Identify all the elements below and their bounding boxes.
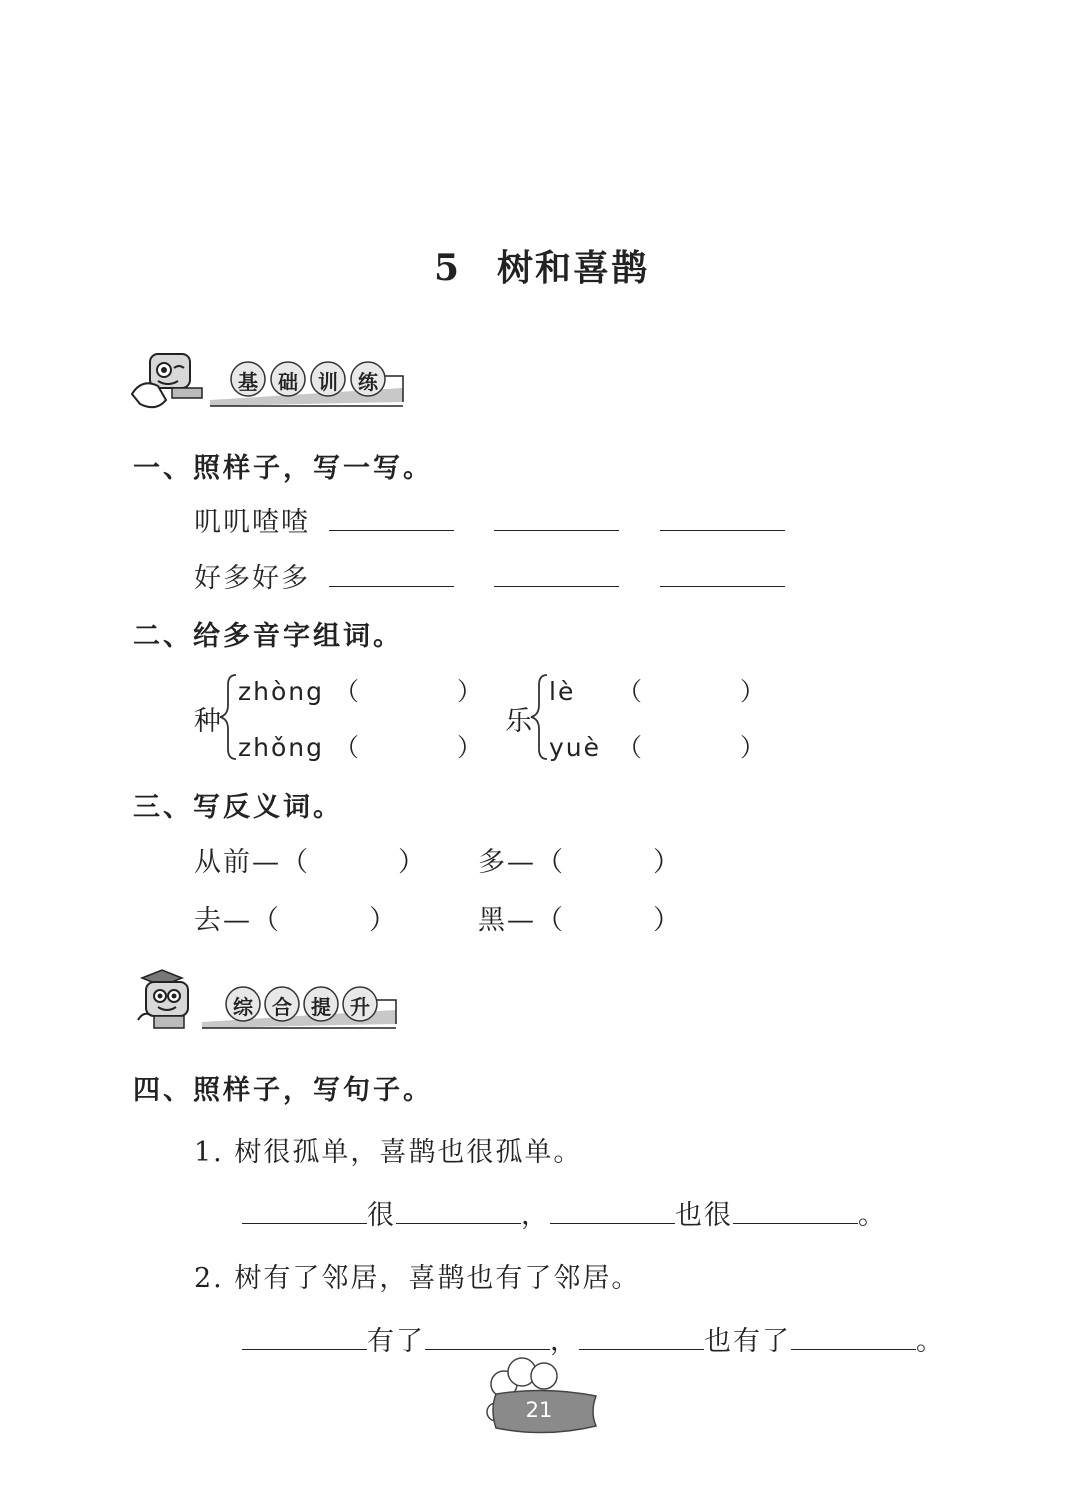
answer-blank[interactable] bbox=[425, 1327, 550, 1350]
polyphone-char-le: 乐 bbox=[505, 706, 534, 737]
q4-punct: ， bbox=[521, 1200, 550, 1231]
page-title bbox=[0, 240, 1083, 291]
q1-row-2 bbox=[194, 556, 785, 595]
q4-answer-2 bbox=[242, 1319, 945, 1358]
answer-blank[interactable] bbox=[733, 1201, 858, 1224]
antonym-item bbox=[194, 898, 398, 937]
badge-char-4: 升 bbox=[350, 995, 370, 1019]
question-3-heading: 三、写反义词。 bbox=[133, 792, 343, 823]
answer-blank[interactable] bbox=[329, 508, 454, 531]
answer-paren-open: （ bbox=[333, 733, 361, 762]
pinyin-row bbox=[549, 672, 767, 708]
question-2-heading: 二、给多音字组词。 bbox=[133, 621, 403, 652]
pinyin-row bbox=[549, 728, 767, 764]
brace-icon bbox=[527, 672, 551, 762]
answer-paren-close: ） bbox=[653, 905, 682, 936]
kids-cartoon-icon bbox=[482, 1354, 602, 1436]
question-4-heading: 四、照样子，写句子。 bbox=[133, 1075, 433, 1106]
badge-char-3: 训 bbox=[318, 370, 338, 394]
polyphone-char-zhong: 种 bbox=[194, 706, 223, 737]
question-1-heading: 一、照样子，写一写。 bbox=[133, 453, 433, 484]
antonym-word: 多— bbox=[478, 847, 536, 878]
badge-char-1: 综 bbox=[233, 995, 253, 1019]
q1-example-2: 好多好多 bbox=[194, 563, 310, 594]
q4-answer-1 bbox=[242, 1193, 887, 1232]
q4-word: 也有了 bbox=[704, 1326, 791, 1357]
answer-blank[interactable] bbox=[660, 564, 785, 587]
pinyin-row bbox=[238, 672, 484, 708]
lesson-title: 树和喜鹊 bbox=[497, 248, 650, 289]
pinyin-label: lè bbox=[549, 677, 576, 706]
q4-punct: 。 bbox=[916, 1326, 945, 1357]
badge-char-2: 础 bbox=[278, 370, 298, 394]
answer-paren-close: ） bbox=[456, 677, 484, 706]
answer-paren-open: （ bbox=[281, 847, 310, 878]
q1-row-1 bbox=[194, 500, 785, 539]
answer-blank[interactable] bbox=[550, 1201, 675, 1224]
answer-paren-close: ） bbox=[398, 847, 427, 878]
answer-paren-open: （ bbox=[536, 847, 565, 878]
answer-paren-open: （ bbox=[616, 733, 644, 762]
pinyin-label: zhǒng bbox=[238, 733, 324, 762]
q4-word: 很 bbox=[367, 1200, 396, 1231]
badge-char-4: 练 bbox=[358, 370, 378, 394]
q4-punct: 。 bbox=[858, 1200, 887, 1231]
q4-word: 也很 bbox=[675, 1200, 733, 1231]
answer-paren-open: （ bbox=[536, 905, 565, 936]
antonym-word: 黑— bbox=[478, 905, 536, 936]
answer-blank[interactable] bbox=[791, 1327, 916, 1350]
antonym-word: 去— bbox=[194, 905, 252, 936]
answer-paren-open: （ bbox=[333, 677, 361, 706]
answer-blank[interactable] bbox=[494, 564, 619, 587]
q4-example-1: 1. 树很孤单，喜鹊也很孤单。 bbox=[194, 1137, 583, 1168]
page-number: 21 bbox=[525, 1398, 553, 1422]
answer-paren-open: （ bbox=[252, 905, 281, 936]
lesson-number: 5 bbox=[433, 247, 462, 289]
q1-example-1: 叽叽喳喳 bbox=[194, 507, 310, 538]
answer-paren-close: ） bbox=[653, 847, 682, 878]
answer-blank[interactable] bbox=[242, 1201, 367, 1224]
q4-punct: ， bbox=[550, 1326, 579, 1357]
antonym-item bbox=[194, 840, 427, 879]
badge-char-2: 合 bbox=[272, 995, 292, 1019]
answer-paren-open: （ bbox=[616, 677, 644, 706]
q4-word: 有了 bbox=[367, 1326, 425, 1357]
page-number-badge bbox=[482, 1354, 602, 1436]
answer-paren-close: ） bbox=[739, 677, 767, 706]
antonym-item bbox=[478, 898, 682, 937]
answer-paren-close: ） bbox=[739, 733, 767, 762]
antonym-item bbox=[478, 840, 682, 879]
answer-blank[interactable] bbox=[329, 564, 454, 587]
section-badge-advanced bbox=[128, 968, 408, 1038]
badge-char-3: 提 bbox=[311, 995, 331, 1019]
answer-blank[interactable] bbox=[579, 1327, 704, 1350]
answer-paren-close: ） bbox=[456, 733, 484, 762]
answer-blank[interactable] bbox=[242, 1327, 367, 1350]
pinyin-label: zhòng bbox=[238, 677, 324, 706]
pinyin-label: yuè bbox=[549, 733, 602, 762]
answer-blank[interactable] bbox=[494, 508, 619, 531]
section-badge-basic bbox=[128, 348, 408, 416]
badge-char-1: 基 bbox=[238, 370, 258, 394]
brace-icon bbox=[216, 672, 240, 762]
q4-example-2: 2. 树有了邻居，喜鹊也有了邻居。 bbox=[194, 1263, 641, 1294]
answer-paren-close: ） bbox=[369, 905, 398, 936]
pinyin-row bbox=[238, 728, 484, 764]
answer-blank[interactable] bbox=[396, 1201, 521, 1224]
antonym-word: 从前— bbox=[194, 847, 281, 878]
answer-blank[interactable] bbox=[660, 508, 785, 531]
